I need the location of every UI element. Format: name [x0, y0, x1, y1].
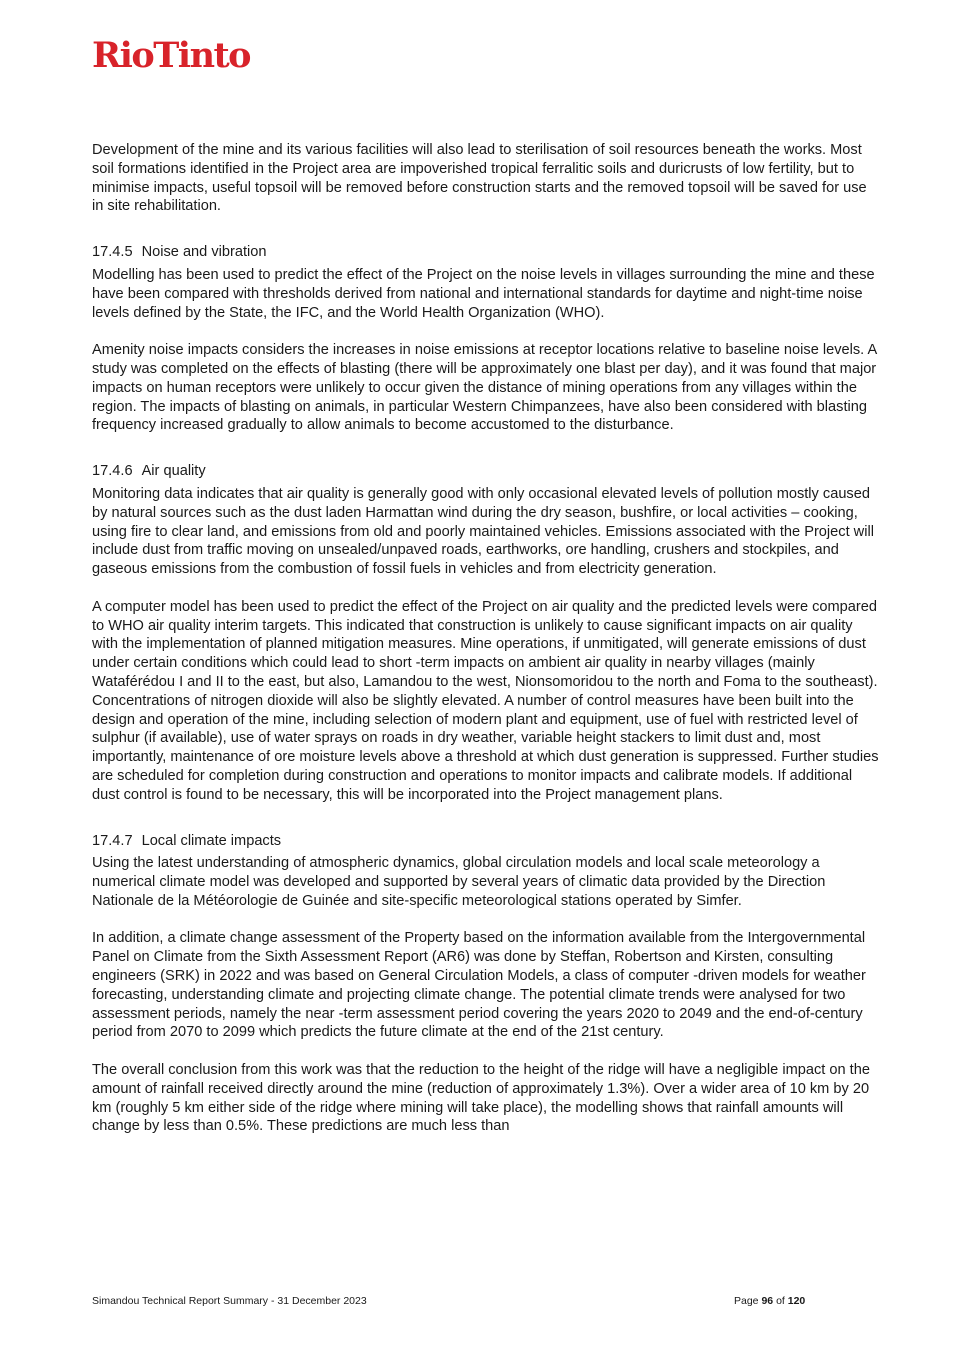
intro-paragraph: Development of the mine and its various facilities will also lead to sterilisation of soil resources beneath the works. Most soil formations identified in the Project area are impoverished tropical ferralitic soils and duricrusts of low fertility, but to minimise impacts, useful topsoil will be removed before construction starts and the removed topsoil will be saved for use in site rehabilitation.	[92, 142, 867, 215]
paragraph: The overall conclusion from this work was that the reduction to the height of the ridge will have a negligible impact on the amount of rainfall received directly around the mine (reduction of approximately 1.3%). Over a wider area of 10 km by 20 km (roughly 5 km either side of the ridge where mining will take place), the modelling shows that rainfall amounts will change by less than 0.5%. These predictions are much less than	[92, 1062, 870, 1135]
section-heading: 17.4.5 Noise and vibration	[92, 244, 267, 261]
paragraph: In addition, a climate change assessment of the Property based on the information available from the Intergovernmental Panel on Climate from the Sixth Assessment Report (AR6) was done by Steffan, Robertson and Kirsten, consulting engineers (SRK) in 2022 and was based on General Circulation Models, a class of computer -driven models for weather forecasting, understanding climate and projecting climate change. The potential climate trends were analysed for two assessment periods, namely the near -term assessment period covering the years 2020 to 2049 and the end-of-century period from 2070 to 2099 which predicts the future climate at the end of the 21st century.	[92, 930, 866, 1041]
document-body	[92, 141, 882, 1155]
rio-tinto-logo: RioTinto	[92, 35, 251, 76]
section-air-quality	[92, 462, 882, 804]
section-heading: 17.4.7 Local climate impacts	[92, 832, 282, 849]
footer-report-title: Simandou Technical Report Summary - 31 December 2023	[92, 1295, 367, 1307]
paragraph: Using the latest understanding of atmospheric dynamics, global circulation models and local scale meteorology a numerical climate model was developed and supported by several years of climatic data provided by the Direction Nationale de la Météorologie de Guinée and site-specific meteorological stations operated by Simfer.	[92, 855, 826, 909]
paragraph: Monitoring data indicates that air quality is generally good with only occasional elevated levels of pollution mostly caused by natural sources such as the dust laden Harmattan wind during the dry season, bushfire, or local activities – cooking, using fire to clear land, and emissions from old and poorly maintained vehicles. Emissions associated with the Project will include dust from traffic moving on unsealed/unpaved roads, earthworks, ore handling, crushers and stockpiles, and gaseous emissions from the combustion of fossil fuels in vehicles and from electricity generation.	[92, 485, 874, 578]
section-heading: 17.4.6 Air quality	[92, 463, 206, 480]
paragraph: A computer model has been used to predict the effect of the Project on air quality and the predicted levels were compared to WHO air quality interim targets. This indicated that construction is unlikely to cause significant impacts on air quality with the implementation of planned mitigation measures. Mine operations, if unmitigated, will generate emissions of dust under certain conditions which could lead to short -term impacts on ambient air quality in nearby villages (mainly Wataférédou I and II to the east, but also, Lamandou to the west, Nionsomoridou to the north and Foma to the southeast). Concentrations of nitrogen dioxide will also be slightly elevated. A number of control measures have been built into the design and operation of the mine, including selection of modern plant and equipment, use of fuel with restricted level of sulphur (if available), use of water sprays on roads in dry weather, variable height stackers to limit dust and, most importantly, maintenance of ore moisture levels above a threshold at which dust generation is suppressed. Further studies are scheduled for completion during construction and operations to monitor impacts and calibrate models. If additional dust control is found to be necessary, this will be incorporated into the Project management plans.	[92, 598, 879, 803]
section-noise-vibration	[92, 243, 882, 435]
paragraph: Modelling has been used to predict the effect of the Project on the noise levels in villages surrounding the mine and these have been compared with thresholds derived from national and international standards for daytime and night-time noise levels defined by the State, the IFC, and the World Health Organization (WHO).	[92, 266, 875, 321]
footer-page-number: Page 96 of 120	[734, 1295, 806, 1307]
paragraph: Amenity noise impacts considers the increases in noise emissions at receptor locations relative to baseline noise levels. A study was completed on the effects of blasting (there will be approximately one blast per day), and it was found that major impacts on human receptors were unlikely to occur given the distance of mining operations from any villages within the region. The impacts of blasting on animals, in particular Western Chimpanzees, have also been considered with blasting frequency increased gradually to allow animals to become accustomed to the disturbance.	[92, 342, 877, 434]
section-local-climate	[92, 832, 882, 1137]
